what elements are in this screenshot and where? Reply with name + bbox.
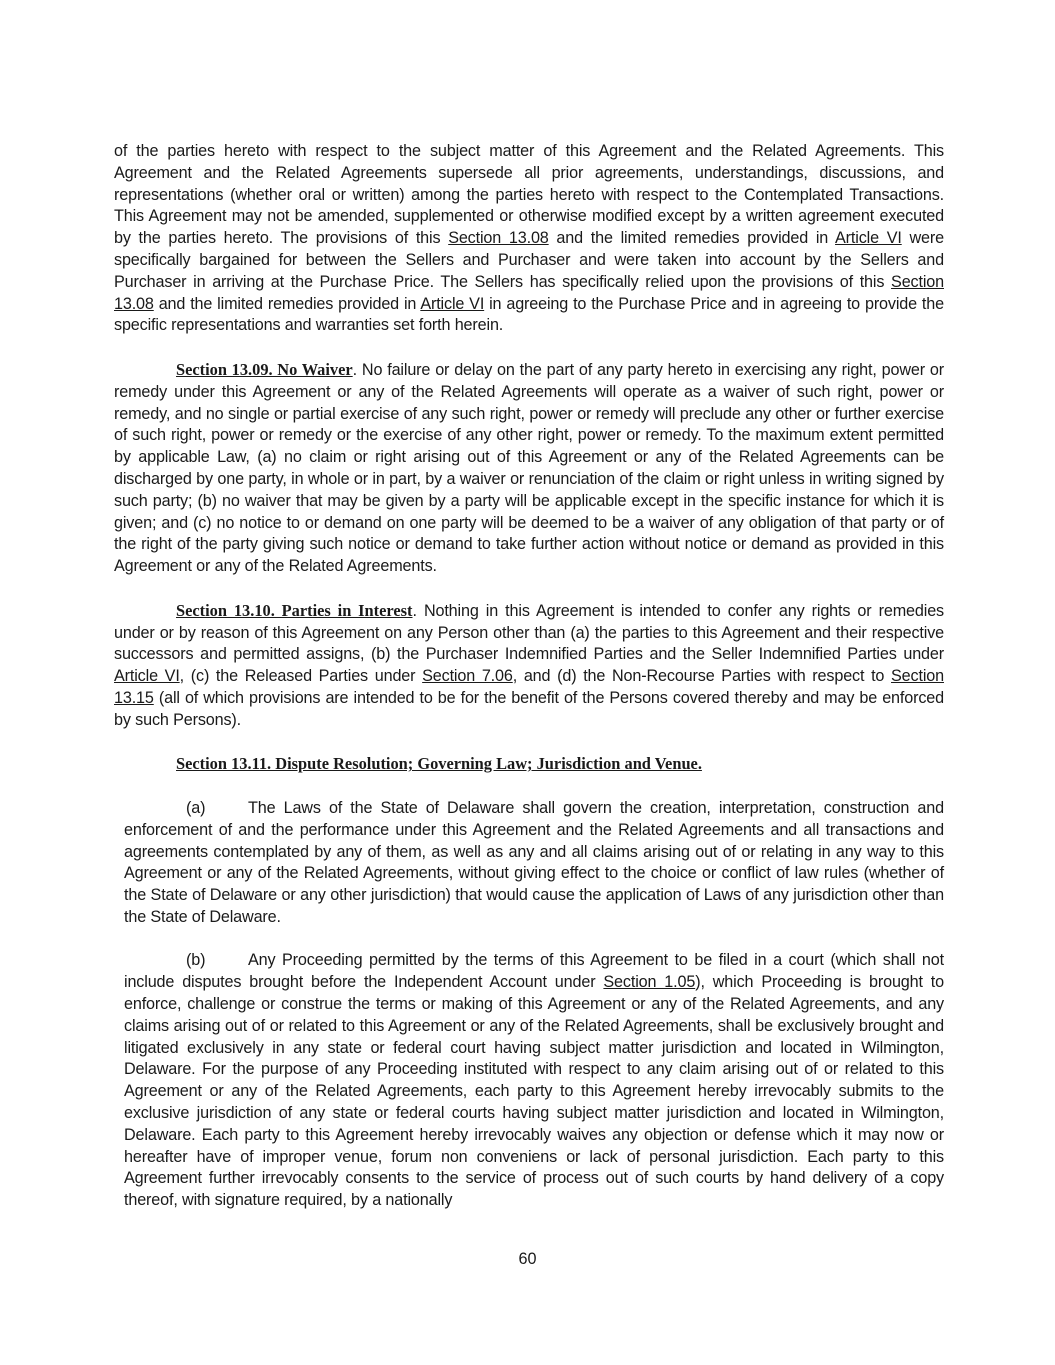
cross-reference-article-vi[interactable]: Article VI xyxy=(835,229,902,248)
subsection-b-text-1: Any Proceeding permitted by the terms of this Agreement to be filed in a court (which shall not include disputes brought before the Independent Account under xyxy=(124,951,944,992)
cross-reference-article-vi[interactable]: Article VI xyxy=(114,667,180,686)
section-13-09-paragraph xyxy=(114,359,944,578)
section-13-10-text-1: . Nothing in this Agreement is intended to confer any rights or remedies under or by reason of this Agreement on any Person other than (a) the parties to this Agreement and their respective successors and permitted assigns, (b) the Purchaser Indemnified Parties and the Seller Indemnified Parties under xyxy=(114,601,944,664)
cross-reference-section-13-15[interactable]: Section 13.15 xyxy=(114,667,944,707)
cross-reference-article-vi[interactable]: Article VI xyxy=(420,294,485,313)
section-13-10-paragraph xyxy=(114,600,944,732)
continuation-text-2: and the limited remedies provided in xyxy=(548,229,836,248)
subsection-a-text: The Laws of the State of Delaware shall govern the creation, interpretation, construction and enforcement of and the performance under this Agreement and the Related Agreements and all transactions and agreements contemplated by any of them, as well as any and all claims arising out of or relating in any way to this Agreement or any of the Related Agreements, without giving effect to the choice or conflict of law rules (whether of the State of Delaware or any other jurisdiction) that would cause the application of Laws of any jurisdiction other than the State of Delaware. xyxy=(124,798,944,926)
continuation-text-3: were specifically bargained for between the Sellers and Purchaser and were taken into account by the Sellers and Purchaser in arriving at the Purchase Price. The Sellers has specifically relied upon the provisions of this xyxy=(114,229,944,291)
subsection-b-text-2: ), which Proceeding is brought to enforce, challenge or construe the terms or making of this Agreement or any of the Related Agreements, and any claims arising out of or related to this Agreement or any of the Related Agreements, shall be exclusively brought and litigated exclusively in any state or federal court having subject matter jurisdiction and located in Wilmington, Delaware. For the purpose of any Proceeding instituted with respect to any claim arising out of or related to this Agreement or any of the Related Agreements, each party to this Agreement hereby irrevocably submits to the exclusive jurisdiction of any state or federal courts having subject matter jurisdiction and located in Wilmington, Delaware. Each party to this Agreement hereby irrevocably waives any objection or defense which it may now or hereafter have of improper venue, forum non conveniens or lack of personal jurisdiction. Each party to this Agreement further irrevocably consents to the service of process out of such courts by hand delivery of a copy thereof, with signature required, by a nationally xyxy=(124,973,945,1210)
section-13-10-text-3: , and (d) the Non-Recourse Parties with respect to xyxy=(512,667,892,686)
page-number: 60 xyxy=(518,1250,537,1268)
section-13-09-heading: Section 13.09. No Waiver xyxy=(176,359,353,379)
section-13-10-text-4: (all of which provisions are intended to be for the benefit of the Persons covered thereby and may be enforced by such Persons). xyxy=(114,688,944,729)
continuation-text-1: of the parties hereto with respect to the subject matter of this Agreement and the Related Agreements. This Agreement and the Related Agreements supersede all prior agreements, understandings, discussions, and representations (whether oral or written) among the parties hereto with respect to the Contemplated Transactions. This Agreement may not be amended, supplemented or otherwise modified except by a written agreement executed by the parties hereto. The provisions of this xyxy=(114,142,944,248)
section-13-11-b-paragraph xyxy=(114,950,944,1212)
cross-reference-section-13-08[interactable]: Section 13.08 xyxy=(448,229,549,248)
subsection-b-label: (b) xyxy=(186,951,206,970)
section-13-10-text-2: , (c) the Released Parties under xyxy=(179,667,423,686)
cross-reference-section-13-08[interactable]: Section 13.08 xyxy=(114,272,944,313)
section-13-11-heading: Section 13.11. Dispute Resolution; Governing Law; Jurisdiction and Venue. xyxy=(176,754,702,774)
continuation-paragraph xyxy=(114,141,944,337)
document-page xyxy=(114,141,944,1234)
section-13-11-a-paragraph xyxy=(114,798,944,929)
cross-reference-section-7-06[interactable]: Section 7.06 xyxy=(422,667,513,686)
continuation-text-5: in agreeing to the Purchase Price and in agreeing to provide the specific representations and warranties set forth herein. xyxy=(114,294,944,335)
section-13-11-heading-line xyxy=(114,753,944,776)
continuation-text-4: and the limited remedies provided in xyxy=(153,294,421,313)
subsection-a-label: (a) xyxy=(186,798,206,817)
section-13-09-text: . No failure or delay on the part of any party hereto in exercising any right, power or remedy under this Agreement or any of the Related Agreements will operate as a waiver of such right, power or remedy, and no single or partial exercise of any such right, power or remedy will preclude any other or further exercise of such right, power or remedy or the exercise of any other right, power or remedy. To the maximum extent permitted by applicable Law, (a) no claim or right arising out of this Agreement or any of the Related Agreements can be discharged by one party, in whole or in part, by a waiver or renunciation of the claim or right unless in writing signed by such party; (b) no waiver that may be given by a party will be applicable except in the specific instance for which it is given; and (c) no notice to or demand on one party will be deemed to be a waiver of any obligation of that party or of the right of the party giving such notice or demand to take further action without notice or demand as provided in this Agreement or any of the Related Agreements. xyxy=(114,360,944,576)
cross-reference-section-1-05[interactable]: Section 1.05 xyxy=(603,973,696,992)
section-13-10-heading: Section 13.10. Parties in Interest xyxy=(176,600,413,620)
